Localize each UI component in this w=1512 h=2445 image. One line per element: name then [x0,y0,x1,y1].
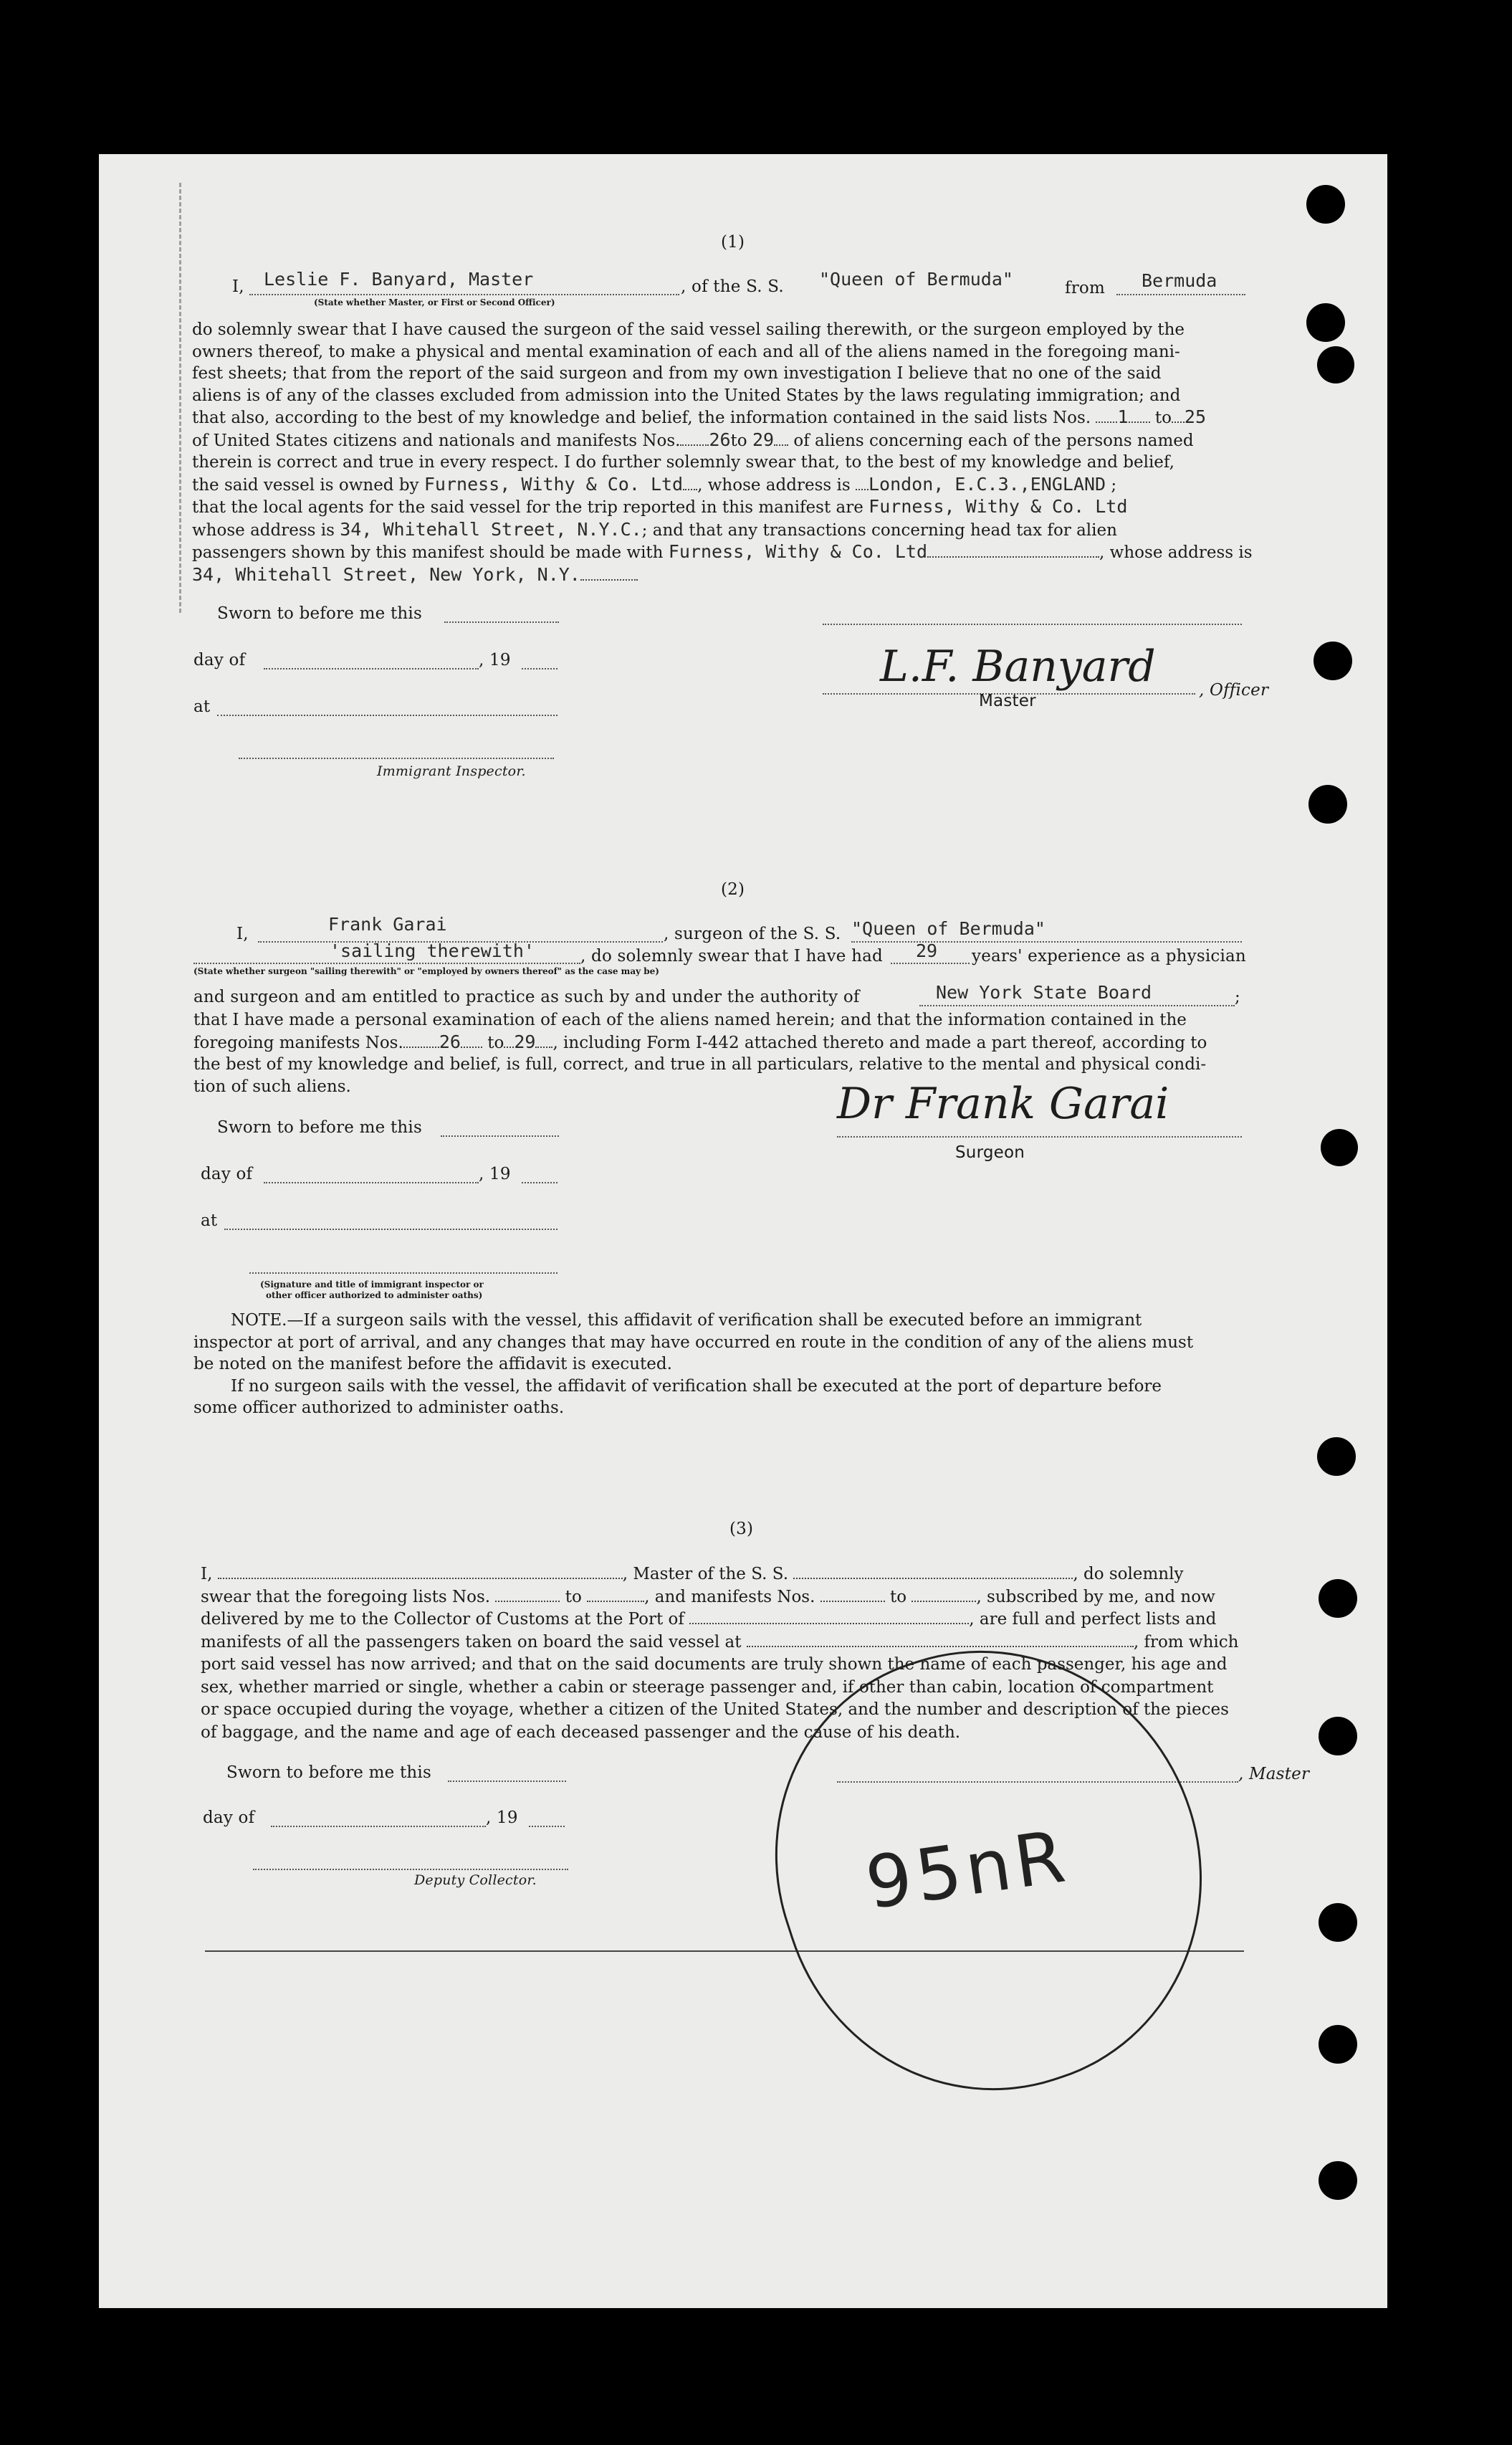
sec2-line: that I have made a personal examination of each of the aliens named herein; and that the information contained in the [193,1011,1187,1029]
note-paragraph [193,1310,1383,1419]
master-name: Leslie F. Banyard, Master [264,269,534,290]
sailing-therewith: 'sailing therewith' [330,940,535,961]
sec1-line: that the local agents for the said vessel for the trip reported in this manifest are Furness, Withy & Co. Ltd [192,496,1128,517]
sec2-semicolon: ; [1235,988,1240,1006]
note-line: some officer authorized to administer oaths. [193,1398,565,1417]
sec3-day-of: day of [203,1808,255,1827]
sec1-line: the said vessel is owned by Furness, Withy & Co. Ltd , whose address is London, E.C.3.,ENGLAND ; [192,473,1117,495]
sec2-i: I, [236,925,249,943]
note-line: be noted on the manifest before the affidavit is executed. [193,1355,672,1373]
manifests-to: 29 [752,429,775,450]
surgeon-signature: Dr Frank Garai [837,1079,1169,1129]
sec2-nineteen: , 19 [479,1165,511,1183]
sec3-line: sex, whether married or single, whether a cabin or steerage passenger and, if other than cabin, location of compartment [201,1677,1214,1697]
sec3-sworn: Sworn to before me this [226,1763,431,1782]
manifest-page [99,154,1387,2308]
sec1-line [192,564,1382,587]
sec1-line: aliens is of any of the classes excluded from admission into the United States by the laws regulating immigration; and [192,386,1181,405]
surgeon-of-label: , surgeon of the S. S. [664,925,841,943]
from-port: Bermuda [1142,270,1217,291]
section-1-number: (1) [721,233,745,252]
handwritten-annotation: 95nR [861,1814,1074,1926]
owner: Furness, Withy & Co. Ltd [424,473,684,495]
punch-hole [1306,185,1345,224]
margin-mark [179,183,186,613]
lists-from: 1 [1117,406,1129,427]
sec1-line: fest sheets; that from the report of the said surgeon and from my own investigation I believe that no one of the said [192,364,1162,383]
years-experience: 29 [916,940,938,961]
sec1-line: passengers shown by this manifest should be made with Furness, Withy & Co. Ltd , whose address is [192,541,1253,562]
sec3-line: of baggage, and the name and age of each deceased passenger and the cause of his death. [201,1722,961,1742]
of-ss-label: , of the S. S. [681,277,784,296]
punch-hole [1319,1903,1357,1942]
ship-name: "Queen of Bermuda" [819,269,1013,290]
sec2-sig-caption-2: other officer authorized to administer oaths) [266,1290,483,1300]
agents: Furness, Withy & Co. Ltd [869,496,1128,517]
note-line: If no surgeon sails with the vessel, the affidavit of verification shall be executed at the port of departure before [231,1376,1162,1396]
sec1-line: therein is correct and true in every respect. I do further solemnly swear that, to the best of my knowledge and belief, [192,453,1174,472]
master-hint: (State whether Master, or First or Second Officer) [314,297,555,308]
sec2-day-of: day of [201,1165,253,1183]
sec3-line: port said vessel has now arrived; and that on the said documents are truly shown the name of each passenger, his age and [201,1655,1228,1674]
punch-hole [1319,2161,1357,2200]
sec2-paragraph [193,1009,1383,1097]
punch-hole [1317,1437,1356,1476]
punch-hole [1321,1129,1358,1166]
note-line: inspector at port of arrival, and any changes that may have occurred en route in the condition of any of the aliens must [193,1333,1194,1352]
master-title: Master [979,692,1036,710]
headtax-agent: Furness, Withy & Co. Ltd [668,541,928,562]
master-signature: L.F. Banyard [880,642,1156,692]
sec2-line: foregoing manifests Nos. 26 to 29 , including Form I-442 attached thereto and made a part thereof, according to [193,1031,1207,1052]
sec1-line: of United States citizens and nationals and manifests Nos. 26to 29 of aliens concerning each of the persons named [192,429,1194,450]
sec1-line: owners thereof, to make a physical and mental examination of each and all of the aliens named in the foregoing mani- [192,342,1180,361]
manifests-from: 26 [709,429,731,450]
sec2-sworn: Sworn to before me this [217,1118,422,1137]
immigrant-inspector-label: Immigrant Inspector. [377,763,526,779]
sec2-line: tion of such aliens. [193,1077,351,1096]
from-label: from [1065,279,1105,297]
sec2-sig-caption-1: (Signature and title of immigrant inspector or [260,1279,484,1290]
surgeon-title: Surgeon [955,1143,1025,1162]
section-2-number: (2) [721,880,745,899]
sec1-sworn: Sworn to before me this [217,604,422,623]
sec1-nineteen: , 19 [479,651,511,669]
sec3-line: I, , Master of the S. S. , do solemnly [201,1565,1184,1583]
sec1-day-of: day of [193,651,246,669]
sec3-line: delivered by me to the Collector of Customs at the Port of , are full and perfect lists and [201,1610,1217,1629]
punch-hole [1314,642,1352,680]
sec3-line: manifests of all the passengers taken on board the said vessel at , from which [201,1632,1239,1652]
sec2-at: at [201,1211,218,1230]
sec1-i: I, [232,277,244,296]
officer-label: , Officer [1199,681,1269,700]
sec2-line: the best of my knowledge and belief, is full, correct, and true in all particulars, relative to the mental and physical condi- [193,1055,1207,1074]
sec1-line: do solemnly swear that I have caused the surgeon of the said vessel sailing therewith, or the surgeon employed by the [192,320,1185,339]
lists-to: 25 [1184,406,1207,427]
sec2-line1b: , do solemnly swear that I have had [580,947,883,966]
section-3-number: (3) [729,1520,754,1538]
sec2-ship-name: "Queen of Bermuda" [851,918,1046,939]
sec2-line1c: years' experience as a physician [972,947,1246,966]
surgeon-name: Frank Garai [328,914,447,935]
punch-hole [1308,785,1347,824]
owner-address: London, E.C.3.,ENGLAND [868,473,1106,495]
sec3-master-label: , Master [1238,1765,1310,1783]
authority: New York State Board [936,982,1152,1003]
sec3-line: swear that the foregoing lists Nos. to , and manifests Nos. to , subscribed by me, and now [201,1587,1215,1606]
sec3-paragraph [201,1563,1390,1744]
sec1-at: at [193,697,211,716]
sec2-manifests-to: 29 [514,1031,536,1052]
deputy-collector-label: Deputy Collector. [414,1872,537,1888]
sec2-line2a: and surgeon and am entitled to practice as such by and under the authority of [193,988,860,1006]
surgeon-hint: (State whether surgeon "sailing therewith" or "employed by owners thereof" as the case may be) [193,966,659,976]
agents-address: 34, Whitehall Street, N.Y.C. [340,518,642,540]
headtax-address: 34, Whitehall Street, New York, N.Y. [192,563,580,585]
sec3-nineteen: , 19 [486,1808,518,1827]
punch-hole [1319,2025,1357,2064]
note-line: NOTE.—If a surgeon sails with the vessel, this affidavit of verification shall be executed before an immigrant [231,1311,1142,1330]
sec1-paragraph [192,319,1382,586]
sec1-line: whose address is 34, Whitehall Street, N.Y.C.; and that any transactions concerning head tax for alien [192,518,1117,540]
sec1-line: that also, according to the best of my knowledge and belief, the information contained in the said lists Nos. 1 to 25 [192,406,1207,427]
sec2-manifests-from: 26 [439,1031,461,1052]
sec3-line: or space occupied during the voyage, whether a citizen of the United States, and the number and description of the pieces [201,1700,1229,1719]
